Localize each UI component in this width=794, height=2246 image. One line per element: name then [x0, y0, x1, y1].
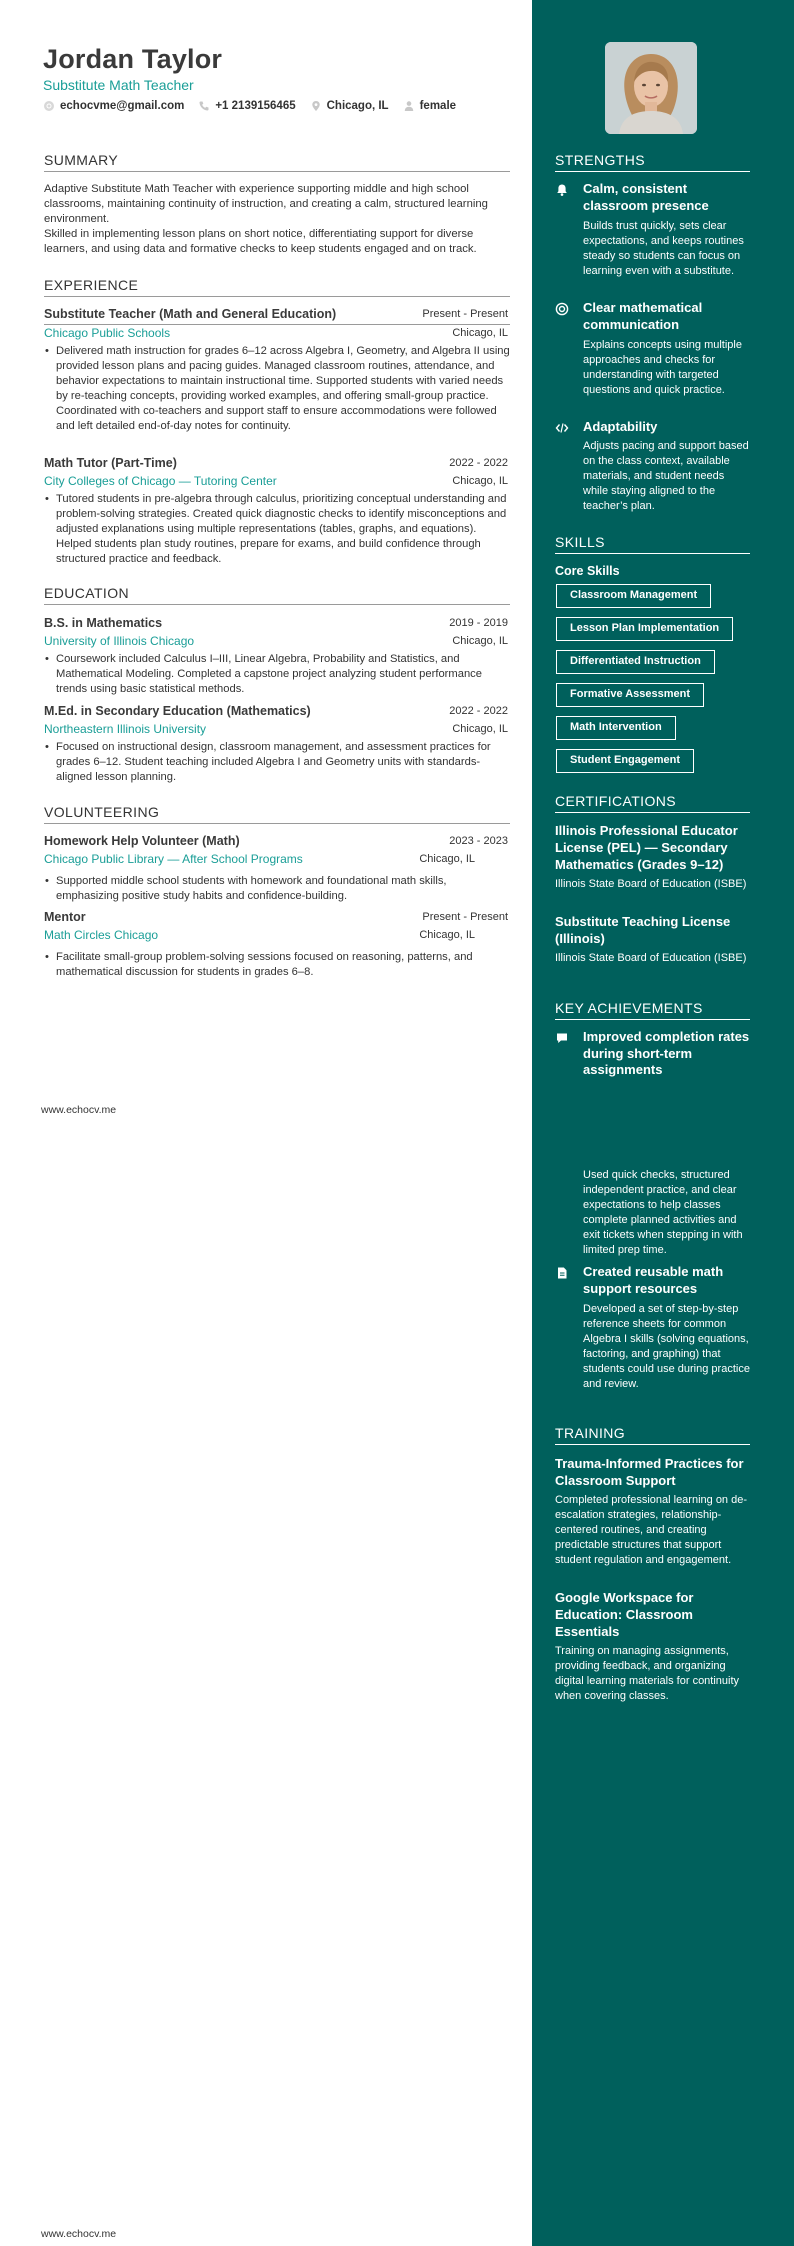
experience-2-org: City Colleges of Chicago — Tutoring Center	[44, 474, 277, 488]
education-2-org: Northeastern Illinois University	[44, 722, 207, 736]
volunteering-2-location: Chicago, IL	[419, 929, 475, 941]
strength-2-text: Explains concepts using multiple approaches and checks for understanding with targeted questions and quick practice.	[583, 339, 742, 396]
education-heading: EDUCATION	[44, 585, 510, 605]
contact-location	[310, 100, 389, 112]
experience-1-location: Chicago, IL	[452, 327, 508, 339]
volunteering-1-location: Chicago, IL	[419, 853, 475, 865]
skill-tag: Differentiated Instruction	[556, 650, 715, 674]
achievement-2-title: Created reusable math support resources	[583, 1264, 724, 1296]
candidate-name: Jordan Taylor	[43, 44, 223, 74]
profile-photo	[605, 42, 697, 134]
contact-email[interactable]	[43, 100, 184, 112]
experience-1-date: Present - Present	[422, 308, 508, 320]
entry-divider	[44, 324, 510, 325]
skill-tag: Classroom Management	[556, 584, 711, 608]
strength-3-text: Adjusts pacing and support based on the class context, available materials, and student needs while staying aligned to the teacher’s plan.	[583, 440, 749, 512]
document-icon	[555, 1266, 569, 1280]
education-2-bullet: • Focused on instructional design, classroom management, and assessment practices for grades 6–12. Student teaching included Algebra I and Geometry units with standards-aligned lesson planning.	[44, 740, 510, 785]
contact-gender-text: female	[419, 100, 457, 112]
volunteering-2-title: Mentor	[44, 910, 86, 924]
volunteering-heading: VOLUNTEERING	[44, 804, 510, 824]
volunteering-2-date: Present - Present	[422, 911, 508, 923]
education-2-date: 2022 - 2022	[449, 705, 508, 717]
bell-icon	[555, 183, 569, 197]
volunteering-2-bullet: • Facilitate small-group problem-solving sessions focused on reasoning, patterns, and mathematical discussion for students in grades 6–8.	[44, 950, 510, 980]
certification-1-issuer: Illinois State Board of Education (ISBE)	[555, 878, 747, 890]
experience-1-bullet: • Delivered math instruction for grades 6–12 across Algebra I, Geometry, and Algebra II using provided lesson plans and pacing guides. Managed classroom routines, attendance, and behavior expectations to maintain instructional time. Supported students with varied needs by re-teaching concepts, providing worked examples, and offering small-group practice. Coordinated with co-teachers and support staff to ensure accommodations were followed and left detailed end-of-day notes for continuity.	[44, 344, 510, 433]
strength-2-title: Clear mathematical communication	[583, 300, 703, 332]
volunteering-1-bullet: • Supported middle school students with homework and foundational math skills, emphasizing positive study habits and confidence-building.	[44, 874, 510, 904]
skill-tag: Math Intervention	[556, 716, 676, 740]
training-heading: TRAINING	[555, 1425, 750, 1445]
experience-2-date: 2022 - 2022	[449, 457, 508, 469]
education-1-org: University of Illinois Chicago	[44, 634, 195, 648]
certification-1-title: Illinois Professional Educator License (PEL) — Secondary Mathematics (Grades 9–12)	[555, 823, 738, 872]
location-icon	[310, 100, 322, 112]
skill-tag: Formative Assessment	[556, 683, 704, 707]
education-1-bullet: • Coursework included Calculus I–III, Linear Algebra, Probability and Statistics, and Mathematical Modeling. Completed a capstone project analyzing student performance trends using basic statistical methods.	[44, 652, 510, 697]
email-icon	[43, 100, 55, 112]
skills-subheading: Core Skills	[555, 564, 620, 578]
training-2-text: Training on managing assignments, providing feedback, and organizing digital learning materials for continuity when covering classes.	[555, 1645, 740, 1702]
strength-3-title: Adaptability	[583, 419, 658, 434]
phone-icon	[198, 100, 210, 112]
skills-heading: SKILLS	[555, 534, 750, 554]
sidebar	[532, 0, 794, 2246]
experience-1-org: Chicago Public Schools	[44, 326, 171, 340]
certification-2-issuer: Illinois State Board of Education (ISBE)	[555, 952, 747, 964]
code-icon	[555, 421, 569, 435]
achievement-2-text: Developed a set of step-by-step reference sheets for common Algebra I skills (solving equations, factoring, and graphing) that students could use during practice and review.	[583, 1303, 750, 1390]
contact-location-text: Chicago, IL	[326, 100, 389, 112]
footer-link[interactable]: www.echocv.me	[41, 2228, 117, 2240]
strengths-heading: STRENGTHS	[555, 152, 750, 172]
chat-icon	[555, 1031, 569, 1045]
certifications-heading: CERTIFICATIONS	[555, 793, 750, 813]
training-2-title: Google Workspace for Education: Classroom Essentials	[555, 1590, 694, 1639]
achievement-1-text: Used quick checks, structured independent practice, and clear expectations to help classes complete planned activities and exit tickets when stepping in with limited prep time.	[583, 1169, 743, 1256]
footer-link[interactable]: www.echocv.me	[41, 1104, 117, 1116]
achievements-heading: KEY ACHIEVEMENTS	[555, 1000, 750, 1020]
certification-2-title: Substitute Teaching License (Illinois)	[555, 914, 731, 946]
strength-1-text: Builds trust quickly, sets clear expectations, and keeps routines steady so students can focus on learning even with a substitute.	[583, 220, 744, 277]
contact-phone-text: +1 2139156465	[215, 100, 296, 112]
achievement-1-title: Improved completion rates during short-term assignments	[583, 1029, 750, 1077]
education-2-title: M.Ed. in Secondary Education (Mathematics)	[44, 704, 311, 718]
summary-heading: SUMMARY	[44, 152, 510, 172]
summary-paragraph-2: Skilled in implementing lesson plans on short notice, differentiating support for diverse learners, and using data and formative checks to keep students engaged and on track.	[44, 228, 477, 255]
target-icon	[555, 302, 569, 316]
volunteering-1-date: 2023 - 2023	[449, 835, 508, 847]
experience-2-location: Chicago, IL	[452, 475, 508, 487]
experience-2-title: Math Tutor (Part-Time)	[44, 456, 177, 470]
contact-row	[43, 100, 470, 112]
education-1-title: B.S. in Mathematics	[44, 616, 163, 630]
training-1-title: Trauma-Informed Practices for Classroom Support	[555, 1456, 744, 1488]
strength-1-title: Calm, consistent classroom presence	[583, 181, 709, 213]
contact-gender	[403, 100, 456, 112]
education-2-location: Chicago, IL	[452, 723, 508, 735]
contact-email-text: echocvme@gmail.com	[60, 100, 185, 112]
candidate-role: Substitute Math Teacher	[43, 77, 194, 93]
volunteering-1-title: Homework Help Volunteer (Math)	[44, 834, 240, 848]
contact-phone[interactable]	[198, 100, 295, 112]
experience-1-title: Substitute Teacher (Math and General Education)	[44, 307, 337, 321]
education-1-date: 2019 - 2019	[449, 617, 508, 629]
skill-tag: Student Engagement	[556, 749, 694, 773]
person-icon	[403, 100, 415, 112]
experience-2-bullet: • Tutored students in pre-algebra through calculus, prioritizing conceptual understanding and problem-solving strategies. Created quick diagnostic checks to identify misconceptions and adjusted explanations using multiple representations (tables, graphs, and equations). Helped students plan study routines, prepare for exams, and build confidence through structured practice and feedback.	[44, 492, 510, 567]
skill-tag: Lesson Plan Implementation	[556, 617, 733, 641]
summary-paragraph-1: Adaptive Substitute Math Teacher with experience supporting middle and high school classrooms, maintaining continuity of instruction, and creating a calm, structured learning environment.	[44, 183, 488, 225]
training-1-text: Completed professional learning on de-escalation strategies, relationship-centered routines, and creating predictable structures that support student regulation and engagement.	[555, 1494, 748, 1566]
volunteering-2-org: Math Circles Chicago	[44, 928, 159, 942]
education-1-location: Chicago, IL	[452, 635, 508, 647]
volunteering-1-org: Chicago Public Library — After School Programs	[44, 852, 303, 866]
experience-heading: EXPERIENCE	[44, 277, 510, 297]
